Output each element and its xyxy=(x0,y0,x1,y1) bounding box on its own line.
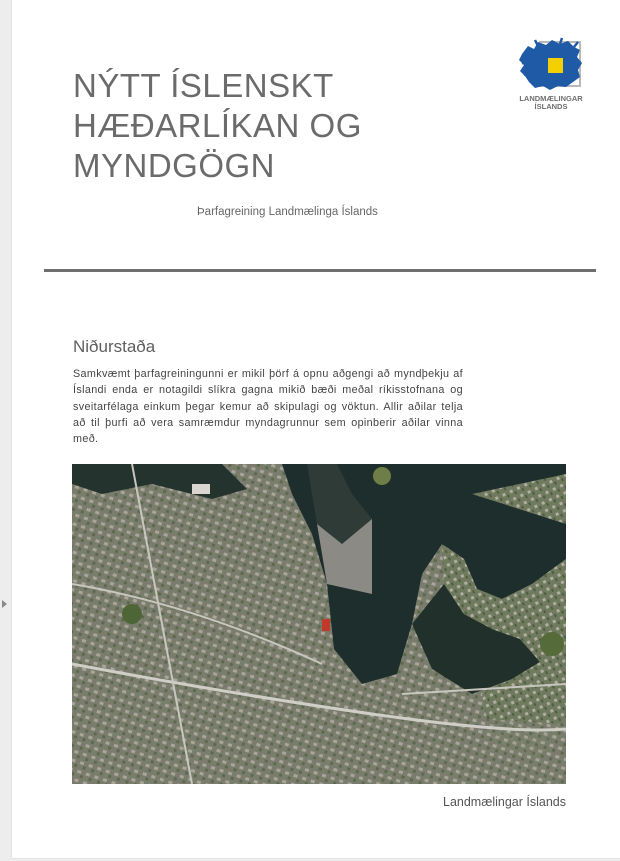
title-line-1: NÝTT ÍSLENSKT xyxy=(73,67,334,104)
image-caption: Landmælingar Íslands xyxy=(443,795,566,809)
iceland-map-logo-icon xyxy=(516,36,586,94)
document-page xyxy=(12,0,620,858)
logo-text-line-1: LANDMÆLINGAR xyxy=(519,94,583,103)
section-paragraph: Samkvæmt þarfagreiningunni er mikil þörf á opnu aðgengi að myndþekju af Íslandi enda er notagildi slíkra gagna mikið bæði meðal ríkisstofnana og sveitarfélaga einkum þegar kemur að skipulagi og vöktun. Allir aðilar telja að til þurfi að vera samræmdur myndagrunnur sem opinberir aðilar vinna með. xyxy=(73,368,463,446)
document-title xyxy=(73,66,362,186)
title-line-3: MYNDGÖGN xyxy=(73,147,275,184)
logo-text-line-2: ÍSLANDS xyxy=(534,102,568,111)
aerial-city-photo xyxy=(72,464,566,784)
logo xyxy=(512,36,590,116)
title-line-2: HÆÐARLÍKAN OG xyxy=(73,107,362,144)
triangle-right-icon[interactable] xyxy=(2,600,7,608)
header-divider xyxy=(44,269,596,272)
section-heading: Niðurstaða xyxy=(73,337,156,356)
document-subtitle: Þarfagreining Landmælinga Íslands xyxy=(197,206,378,218)
